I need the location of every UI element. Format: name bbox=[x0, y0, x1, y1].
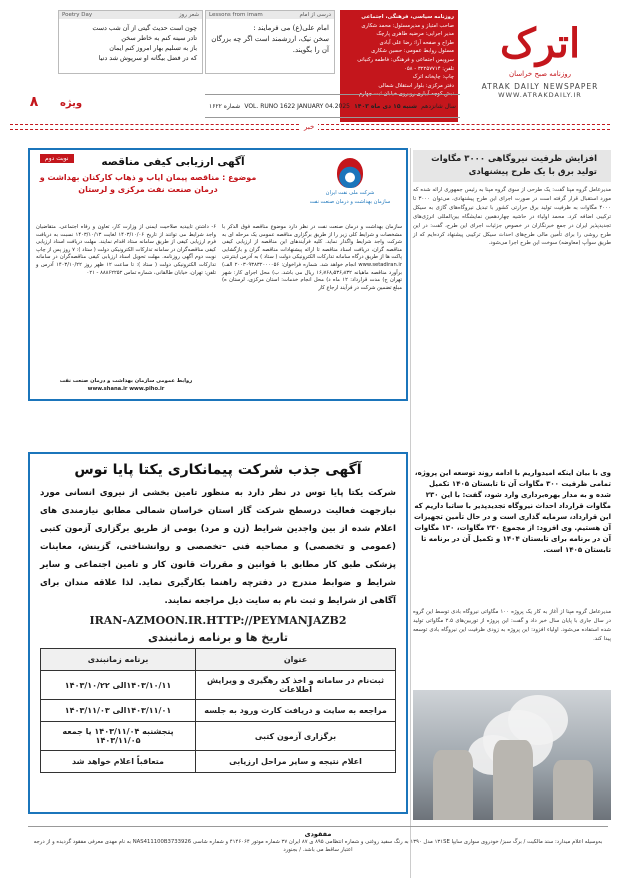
issue-date: شنبه ۱۵ دی ماه ۱۴۰۳ bbox=[354, 102, 418, 110]
schedule-table bbox=[40, 648, 396, 773]
notice-text: به‌وسیله اعلام میدارد: سند مالکیت / برگ سبز/ خودروی سواری سایپا ۱۳۱SE مدل ۱۳۹۰ به رنگ سفید روغنی و شماره انتظامی ۸۹۵ ی ۸۷ ایران ۳۷ شماره موتور ۴۱۴۶۰۶۴ و شماره شاسی NAS411100B3733926 به نام مهدی معرفی مفقود گردیده و از درجه اعتبار ساقط می باشد. / بجنورد bbox=[33, 839, 603, 853]
nioc-org-subname: سازمان بهداشت و درمان صنعت نفت bbox=[309, 199, 391, 205]
divider-label: خبر bbox=[300, 123, 318, 131]
imprint-line: مسئول روابط عمومی: حسین شکاری bbox=[371, 48, 454, 55]
news-body-continued: مدیرعامل گروه مپنا از آغاز به کار یک پروژه ۱۰۰ مگاواتی نیروگاه بادی توسط این گروه در سال جاری با پایان سال خبر داد و گفت: این پروژه از توربین‌های ۲.۵ مگاواتی تولید شده استفاده می‌شود. اولیاء افزود: این پروژه به زودی ظرفیت این نیروگاه بادی توسعه پیدا کند. bbox=[413, 609, 611, 642]
table-row bbox=[41, 700, 396, 722]
poem-line: چون است حدیث گیتی از آن شب دست bbox=[92, 24, 197, 32]
imprint-line: صاحب امتیاز و مدیرمسئول: محمد شکاری bbox=[361, 22, 454, 29]
table-cell: ۱۴۰۳/۱۱/۰۱الی ۱۴۰۳/۱۱/۰۳ bbox=[41, 700, 196, 722]
nioc-org-name: شرکت ملی نفت ایران bbox=[325, 190, 375, 196]
issue-number: شماره ۱۶۲۲ bbox=[209, 102, 241, 110]
poem-line: تادر سینه کنم به خاطر سخن bbox=[121, 34, 197, 42]
ad-url-link[interactable]: IRAN-AZMOON.IR.HTTP://PEYMANJAZB2 bbox=[89, 614, 347, 627]
quote-label-en: Lessons from imam bbox=[209, 12, 263, 18]
imprint-line: مدیر اجرایی: مرضیه طاهری پارچک bbox=[376, 31, 454, 38]
quote-intro: امام علی(ع) می فرمایند : bbox=[253, 24, 329, 32]
poem-box bbox=[58, 10, 203, 74]
imprint-line: نبش کوچه آبیاری روبروی خیابان ثبت چهارم bbox=[358, 91, 454, 98]
poem-line: که در فضل بیگانه او سرپوش شد دنیا bbox=[98, 54, 197, 62]
imprint-line: طراح و صفحه آرا: رضا علی آبادی bbox=[379, 39, 454, 46]
newspaper-website[interactable]: WWW.ATRAKDAILY.IR bbox=[498, 91, 582, 99]
table-cell: مراجعه به سایت و دریافت کارت ورود به جلسه bbox=[196, 700, 396, 722]
date-strip bbox=[205, 94, 460, 118]
schedule-title: تاریخ ها و برنامه زمانبندی bbox=[147, 631, 289, 644]
column-separator bbox=[410, 148, 411, 878]
table-cell: پنجشنبه ۱۴۰۳/۱۱/۰۴ یا جمعه ۱۴۰۳/۱۱/۰۵ bbox=[41, 722, 196, 751]
quote-text: سخن نیک، ارزشمند است اگر چه بزرگان آن را بگویند. bbox=[211, 35, 329, 54]
imprint-line: تلفن: ۳۲۲۵۷۷۱۴ - ۰۵۸ bbox=[403, 65, 454, 72]
column-header: برنامه زمانبندی bbox=[41, 649, 196, 671]
quote-label-fa: درسی از امام bbox=[299, 12, 331, 18]
poem-label-fa: شعر روز bbox=[178, 12, 199, 18]
page-number: ۸ bbox=[29, 94, 39, 110]
poem-line: باز به تسلیم بهار امروز کنم ایمان bbox=[109, 44, 197, 52]
section-label: ویژه bbox=[60, 98, 83, 109]
logo-subtitle: روزنامه صبح خراسان bbox=[508, 70, 572, 78]
table-cell: برگزاری آزمون کتبی bbox=[196, 722, 396, 751]
ad-title: آگهی جذب شرکت پیمانکاری یکتا پایا توس bbox=[74, 462, 362, 478]
tender-footer-urls[interactable]: www.shana.ir www.piho.ir bbox=[87, 385, 165, 392]
column-header: عنوان bbox=[196, 649, 396, 671]
imprint-line: دفتر مرکزی: بلوار استقلال شمالی bbox=[378, 82, 454, 89]
nioc-logo bbox=[300, 158, 400, 218]
poem-label-en: Poetry Day bbox=[62, 12, 93, 18]
tender-col-left: ۶- داشتن تاییدیه صلاحیت ایمنی از وزارت کار، تعاون و رفاه اجتماعی. متقاضیان واجد شرایط می توانند از تاریخ ۱۴۰۳/۱۰/۰۶ لغایت ۱۴۰۳/۱۰/۱۳ نسبت به دریافت فرم ارزیابی کیفی از طریق سامانه ستاد اقدام نمایند. مهلت دریافت اسناد ارزیابی کیفی مناقصه‌گران در سامانه تدارکات الکترونیکی دولت ( ستاد ): ۷ روز پس از چاپ نوبت دوم آگهی روزنامه. مهلت تحویل اسناد ارزیابی کیفی مناقصه‌گران در سامانه تدارکات الکترونیکی دولت ( ستاد ): تا ساعت ۱۲ ظهر روز ۱۴۰۳/۱۰/۲۲ آدرس و تلفن: تهران، خیابان طالقانی، شماره تماس ۸۸۸۶۲۲۵۲ - ۰۲۱ bbox=[36, 224, 217, 276]
imprint-line: چاپ: چاپخانه اترک bbox=[412, 74, 454, 81]
newspaper-logo bbox=[470, 18, 610, 108]
imprint-line: سرویس اجتماعی و فرهنگی: فاطمه رکنیانی bbox=[357, 56, 454, 63]
power-plant-photo bbox=[413, 690, 611, 820]
table-cell: متعاقباً اعلام خواهد شد bbox=[41, 751, 196, 773]
year-label: سال شانزدهم bbox=[421, 102, 456, 110]
lost-document-notice bbox=[28, 826, 608, 876]
tender-col-right: سازمان بهداشت و درمان صنعت نفت در نظر دارد موضوع مناقصه فوق الذکر با مشخصات و شرایط کلی زیر را از طریق برگزاری مناقصه عمومی یک مرحله ای به شرکت واجد شرایط واگذار نماید. کلیه فرآیندهای این مناقصه از ارزیابی کیفی مناقصه گران، دریافت اسناد مناقصه تا ارائه پیشنهادات مناقصه گران و بازگشایی پاکت ها از طریق درگاه سامانه تدارکات الکترونیکی دولت ( ستاد ) به آدرس اینترنتی www.setadiran.ir انجام خواهد شد. شماره فراخوان: ۲۰۰۳۰۹۳۸۳۲۰۰۰۰۵۶ الف) برآورد مناقصه ماهیانه ۱۶٫۷۶۸٫۵۳۶٫۸۳۲ ریال می باشد. ب) محل اجرای کار: شهر تهران ج) مدت قرارداد: ۱۲ ماه د) محل انجام خدمات: استان مرکزی، لرستان ه) مبلغ تضمین شرکت در فرآیند ارجاع کار bbox=[222, 224, 403, 291]
newspaper-name-en: ATRAK DAILY NEWSPAPER bbox=[481, 82, 599, 91]
logo-wordmark: اترک bbox=[499, 20, 581, 67]
recruitment-ad bbox=[28, 452, 408, 814]
tender-round-badge: نوبت دوم bbox=[40, 154, 74, 163]
table-cell: ثبت‌نام در سامانه و اخذ کد رهگیری و ویرایش اطلاعات bbox=[196, 671, 396, 700]
table-row bbox=[41, 671, 396, 700]
table-row bbox=[41, 722, 396, 751]
news-headline: افزایش ظرفیت نیروگاهی ۳۰۰۰ مگاوات تولید برق با یک طرح پیشنهادی bbox=[413, 150, 611, 182]
table-cell: اعلام نتیجه و سایر مراحل ارزیابی bbox=[196, 751, 396, 773]
tender-footer-org: روابط عمومی سازمان بهداشت و درمان صنعت نفت bbox=[59, 378, 193, 384]
nioc-flame-icon bbox=[337, 158, 363, 188]
imprint-line: روزنامه سیاسی، فرهنگی، اجتماعی bbox=[361, 14, 454, 20]
table-row bbox=[41, 751, 396, 773]
tender-topic: موضوع : مناقصه پیمان ایاب و ذهاب کارکنان بهداشت و درمان صنعت نفت مرکزی و لرستان bbox=[39, 173, 257, 194]
quote-box bbox=[205, 10, 335, 74]
news-highlight: وی با بیان اینکه امیدواریم با ادامه روند توسعه این پروژه، تمامی ظرفیت ۳۰۰ مگاوات آن تا تابستان ۱۴۰۵ تکمیل شده و به مدار بهره‌برداری وارد شود، گفت: با این ۲۳۰ مگاوات قرارداد احداث نیروگاه تجدیدپذیر با ساتبا داریم که این قرارداد، سرمایه گذاری است و در حال تأمین تجهیزات آن هستیم. وی افزود: از مجموع ۲۳۰ مگاوات، ۱۳۰ مگاوات آن در برنامه برای تابستان ۱۴۰۴ و تکمیل آن در برنامه تا تابستان ۱۴۰۵ است. bbox=[413, 469, 611, 554]
notice-title: مفقودی bbox=[304, 830, 332, 838]
news-body: مدیرعامل گروه مپنا گفت: یک طرحی از سوی گروه مپنا به رئیس جمهوری ارائه شده که مورد استقبال قرار گرفته است در صورت اجرای این طرح پیشنهادی، می‌توان ۳۰۰۰ تا ۴۰۰۰ مگاوات به ظرفیت تولید برق حرارتی کشور با تبدیل نیروگاه‌های گازی به سیکل ترکیبی اضافه کرد. محمد اولیاء در حاشیه چهاردهمین نمایشگاه بین‌المللی انرژی‌های تجدیدپذیر ایران در جمع خبرنگاران در خصوص جزئیات اجرای این طرح، گفت: در این طرح روشی را برای تأمین مالی طرح‌های احداث سیکل ترکیبی پیشنهاد کرده‌ایم که از طریق سوآپ (معاوضه) سوخت این طرح اجرا می‌شود. bbox=[413, 187, 611, 247]
tender-title: آگهی ارزیابی کیفی مناقصه bbox=[101, 156, 245, 168]
table-cell: ۱۴۰۳/۱۰/۱۱الی ۱۴۰۳/۱۰/۲۲ bbox=[41, 671, 196, 700]
volume-info-en: VOL. RUNO 1622 JANUARY 04.2025 bbox=[244, 102, 350, 110]
ad-text: شرکت یکتا پایا توس در نظر دارد به منظور تامین بخشی از نیروی انسانی مورد نیازجهت فعالیت درسطح شرکت گاز استان خراسان شمالی مطابق نیازمندی های اعلام شده از بین واجدین شرایط (زن و مرد) بومی از طریق برگزاری آزمون کتبی (عمومی و تخصصی) و مصاحبه فنی –تخصصی و روانشناختی، گزینش، معاینات پزشکی طبق کار مطابق با قوانین و مقررات قانون کار و تامین اجتماعی و سایر شرایط و ضوابط مندرج در دفترچه راهنما بکارگیری نماید. لذا علاقه مندان برای آگاهی از شرایط و ثبت نام به سایت ذیل مراجعه نمایند. bbox=[40, 488, 396, 606]
table-header-row bbox=[41, 649, 396, 671]
